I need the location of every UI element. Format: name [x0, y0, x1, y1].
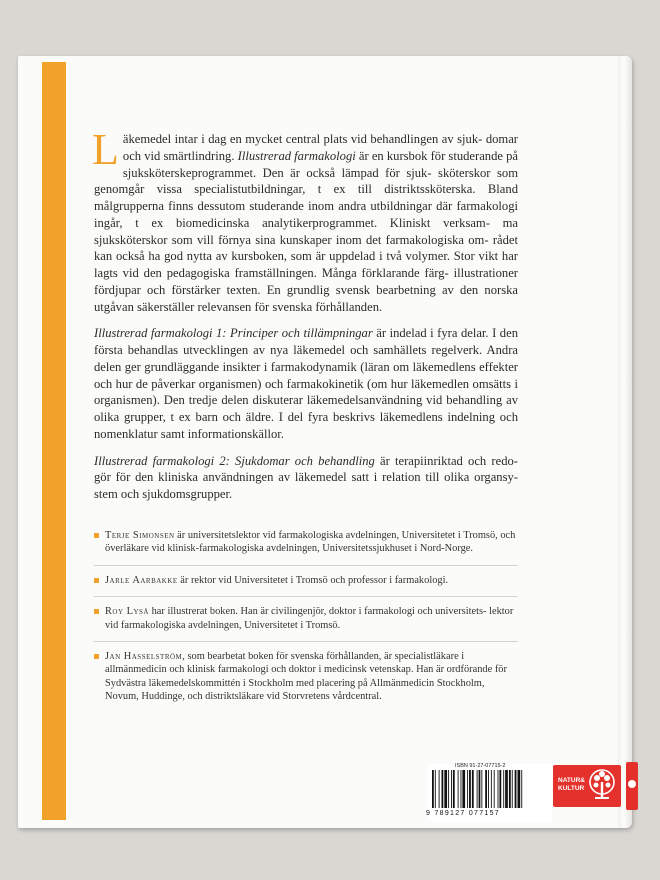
bullet-square-icon [94, 533, 99, 538]
barcode-bar [435, 770, 436, 808]
description-text [92, 125, 519, 513]
barcode-bar [442, 770, 444, 808]
barcode-bar [467, 770, 468, 808]
ean-number: 9 789127 077157 [426, 810, 500, 817]
barcode-bar [481, 770, 482, 808]
isbn-text: ISBN 91-27-07715-2 [455, 763, 506, 769]
barcode-bar [505, 770, 508, 808]
author-entry: Roy Lyså har illustrerat boken. Han är civilingenjör, doktor i farmakologi och universitets- lektor vid farmakologiska avdelningen, Universitetet i Tromsö. [94, 605, 518, 632]
divider [94, 596, 518, 597]
publisher-logo [553, 765, 621, 807]
paragraph-volume-1: Illustrerad farmakologi 1: Principer och tillämpningar är indelad i fyra delar. I den första behandlas utvecklingen av nya läkemedel och samhällets regelverk. Andra delen ger grundläggande insikter i farmakodynamik (läran om läkemedlens effekter och hur de påverkar organismen) och farmakokinetik (om hur läkemedlen omsätts i organismen). Den tredje delen diskuterar läkemedelsanvändning vid behandling av olika grupper, t ex barn och äldre. I del fyra beskrivs läkemedlens indelning och nomenklatur samt informationskällor. [94, 326, 518, 441]
volume-2-title: Illustrerad farmakologi 2: Sjukdomar och behandling [94, 453, 375, 468]
publisher-name-line2: KULTUR [558, 785, 585, 792]
author-entry: Jan Hasselström, som bearbetat boken för svenska förhållanden, är specialistläkare i allmänmedicin och klinisk farmakologi och doktor i medicinsk vetenskap. Han är ordförande för Sydvästra läkemedelskommittén i Stockholm med placering på Allmänmedicin Stockholm, Novum, Huddinge, och distriktsläkare vid Storvretens vårdcentral. [94, 650, 518, 704]
author-name: Jan Hasselström [105, 651, 183, 663]
barcode-icon [430, 770, 548, 810]
paragraph-intro: Läkemedel intar i dag en mycket central plats vid behandlingen av sjuk- domar och vid smärtlindring. Illustrerad farmakologi är en kursbok för studerande på sjuksköterskeprogrammet. Den är också lämpad för sjuk- sköterskor som genomgår vissa specialistutbildningar, t ex till distriktssköterska. Bland målgrupperna finns dessutom studerande inom andra utbildningar där farmakologi ingår, t ex biomedicinska analytikerprogrammet. Kliniskt verksam- ma sjuksköterskor som vill förnya sina kunskaper inom det farmakologiska om- rådet kan också ha god nytta av kursboken, som är uppdelad i två volymer. Stor vikt har lagts vid den pedagogiska framställningen. Många förklarande färg- illustrationer fördjupar och förstärker texten. En grundlig svensk bearbetning av den norska utgåvan säkerställer relevansen för svenska förhållanden. [92, 125, 519, 314]
barcode-bar [499, 770, 501, 808]
cover-edge [618, 56, 632, 828]
divider [94, 641, 518, 642]
bullet-square-icon [94, 609, 99, 614]
paragraph-volume-2: Illustrerad farmakologi 2: Sjukdomar och behandling är terapiinriktad och redo- gör för den kliniska användningen av läkemedel satt i relation till olika organsy- stem och sjukdomsgrupper. [94, 453, 518, 501]
barcode-bar [521, 770, 522, 808]
barcode-bar [512, 770, 513, 808]
barcode-bar [469, 770, 471, 808]
barcode-bar [472, 770, 474, 808]
barcode-bar [448, 770, 449, 808]
barcode-bar [488, 770, 489, 808]
barcode-bar [498, 770, 499, 808]
barcode-bar [461, 770, 462, 808]
barcode-bar [494, 770, 495, 808]
book-title: Illustrerad farmakologi [237, 148, 356, 163]
barcode-bar [491, 770, 492, 808]
spine-label-tab [626, 762, 638, 810]
tree-icon [586, 768, 618, 804]
barcode-bar [451, 770, 452, 808]
barcode-bar [515, 770, 517, 808]
bullet-square-icon [94, 578, 99, 583]
barcode-bar [509, 770, 511, 808]
barcode-bar [432, 770, 434, 808]
author-name: Roy Lyså [105, 606, 149, 618]
author-name: Terje Simonsen [105, 530, 175, 541]
orange-stripe [42, 62, 66, 820]
author-name: Jarle Aarbakke [105, 574, 178, 586]
author-entry: Terje Simonsen är universitetslektor vid farmakologiska avdelningen, Universitetet i Tromsö, och överläkare vid klinisk-farmakologiska avdelningen, Universitetssjukhuset i Nord-Norge. [94, 529, 518, 556]
barcode-bar [439, 770, 440, 808]
barcode-bar [485, 770, 487, 808]
volume-1-title: Illustrerad farmakologi 1: Principer och tillämpningar [94, 326, 373, 341]
barcode-bar [453, 770, 455, 808]
barcode-bar [479, 770, 481, 808]
barcode-bar [462, 770, 465, 808]
barcode-bar [518, 770, 521, 808]
divider [94, 565, 518, 566]
author-list [94, 529, 518, 713]
bullet-square-icon [94, 654, 99, 659]
barcode-bar [503, 770, 504, 808]
barcode-bar [477, 770, 478, 808]
author-entry: Jarle Aarbakke är rektor vid Universitetet i Tromsö och professor i farmakologi. [94, 574, 518, 587]
publisher-name-line1: NATUR& [558, 777, 585, 784]
drop-cap: L [92, 125, 119, 174]
barcode-bar [444, 770, 447, 808]
barcode-bar [458, 770, 459, 808]
